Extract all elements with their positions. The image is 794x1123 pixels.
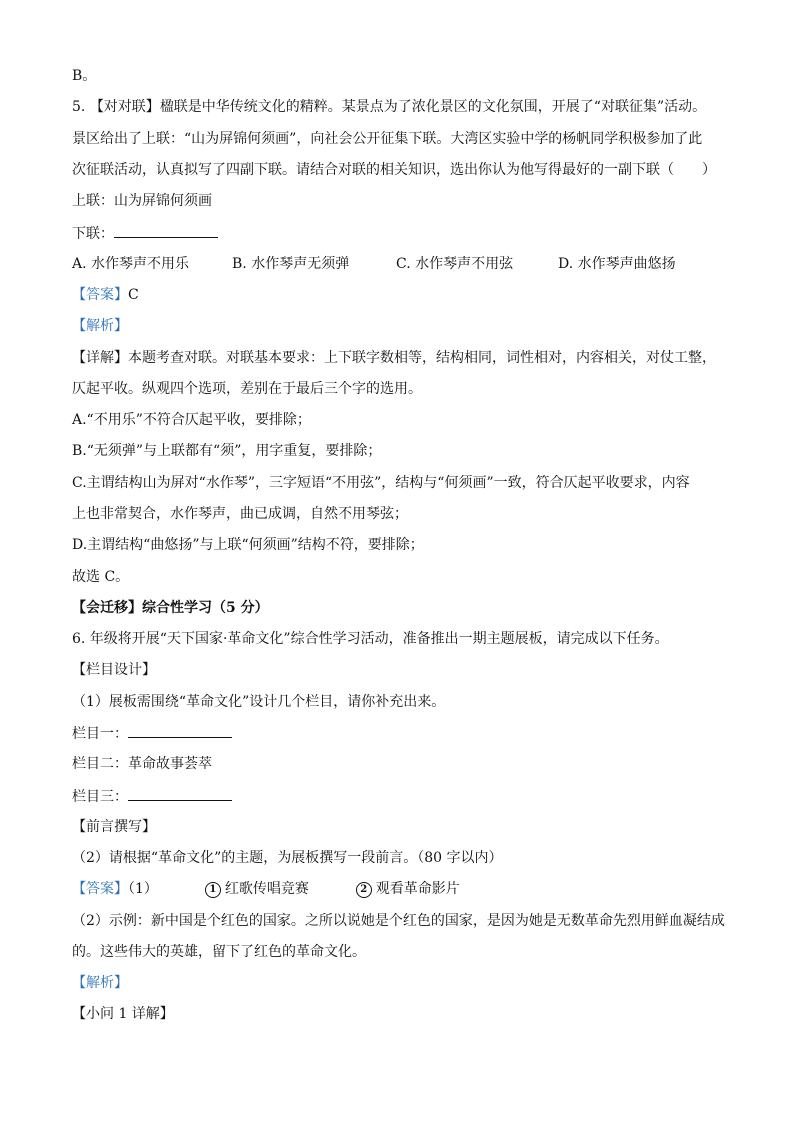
- question-tag: 【对对联】: [89, 99, 160, 115]
- answer-value: C: [128, 287, 139, 303]
- column-1: [72, 723, 232, 744]
- question-text: 楹联是中华传统文化的精粹。某景点为了浓化景区的文化氛围，开展了“对联征集”活动。: [159, 99, 707, 115]
- analysis-option-c-line2: 上也非常契合，水作琴声，曲已成调，自然不用琴弦；: [72, 506, 408, 522]
- question-5-stem-line1: [72, 97, 706, 117]
- option-text: 水作琴声不用乐: [91, 256, 190, 272]
- preface-label: 【前言撰写】: [72, 819, 156, 835]
- option-c: [396, 254, 513, 274]
- circled-number-1: 1: [205, 882, 221, 898]
- analysis-label: 【解析】: [72, 318, 128, 334]
- option-a: [72, 254, 189, 274]
- analysis-option-b: B.“无须弹”与上联都有“须”，用字重复，要排除；: [72, 443, 382, 459]
- option-text: 水作琴声不用弦: [415, 256, 514, 272]
- subquestion-1: （1）展板需围绕“革命文化”设计几个栏目，请你补充出来。: [72, 694, 446, 710]
- section-heading: 【会迁移】综合性学习（5 分）: [72, 600, 269, 616]
- q6-answer-part2-line1: （2）示例：新中国是个红色的国家。之所以说她是个红色的国家，是因为她是无数革命先烈用鲜血凝结成: [72, 913, 725, 929]
- detail-text: 本题考查对联。对联基本要求：上下联字数相等，结构相同，词性相对，内容相关，对仗工整，: [128, 350, 716, 366]
- analysis-option-c-line1: C.主谓结构山为屏对“水作琴”，三字短语“不用弦”，结构与“何须画”一致，符合仄起平收要求，内容: [72, 475, 690, 491]
- option-d: [558, 254, 676, 274]
- answer-item-1: 红歌传唱竞赛: [224, 881, 309, 897]
- analysis-option-d: D.主谓结构“曲悠扬”与上联“何须画”结构不符，要排除；: [72, 537, 424, 553]
- question-5-stem-line2: 景区给出了上联：“山为屏锦何须画”，向社会公开征集下联。大湾区实验中学的杨帆同学积极参加了此: [72, 131, 703, 147]
- column-1-blank: [128, 723, 232, 738]
- analysis-option-a: A.“不用乐”不符合仄起平收，要排除；: [72, 412, 311, 428]
- answer-label: 【答案】: [72, 287, 128, 303]
- subquestion-1-detail-label: 【小问 1 详解】: [72, 1006, 174, 1022]
- answer-label: 【答案】: [72, 881, 128, 897]
- option-text: 水作琴声无须弹: [251, 256, 350, 272]
- column-3: [72, 786, 232, 807]
- question-5-stem-line3: 次征联活动，认真拟写了四副下联。请结合对联的相关知识，选出你认为他写得最好的一副下联（ ）: [72, 162, 716, 178]
- column-design-label: 【栏目设计】: [72, 662, 156, 678]
- lower-couplet-blank: [114, 223, 218, 238]
- circled-number-2: 2: [356, 882, 372, 898]
- answer-item-2: 观看革命影片: [375, 881, 460, 897]
- q6-analysis-label: 【解析】: [72, 975, 128, 991]
- previous-answer-tail: B。: [72, 68, 97, 84]
- upper-couplet: 上联：山为屏锦何须画: [72, 193, 212, 209]
- subquestion-2: （2）请根据“革命文化”的主题，为展板撰写一段前言。（80 字以内）: [72, 850, 503, 866]
- answer-line: [72, 285, 139, 305]
- answer-part1-prefix: （1）: [128, 881, 158, 897]
- option-letter: B.: [232, 256, 247, 272]
- option-letter: D.: [558, 256, 574, 272]
- column-3-blank: [128, 786, 232, 801]
- column-1-label: 栏目一：: [72, 726, 128, 742]
- lower-couplet: [72, 223, 218, 244]
- option-letter: C.: [396, 256, 411, 272]
- option-text: 水作琴声曲悠扬: [577, 256, 676, 272]
- option-letter: A.: [72, 256, 87, 272]
- conclusion: 故选 C。: [72, 569, 130, 585]
- detail-label: 【详解】: [72, 350, 128, 366]
- q6-answer-part1: [72, 879, 460, 899]
- column-3-label: 栏目三：: [72, 789, 128, 805]
- question-number: 5.: [72, 99, 86, 115]
- detail-line2: 仄起平收。纵观四个选项，差别在于最后三个字的选用。: [72, 381, 422, 397]
- column-2: 栏目二：革命故事荟萃: [72, 756, 212, 772]
- detail-line1: [72, 348, 716, 368]
- q6-answer-part2-line2: 的。这些伟大的英雄，留下了红色的革命文化。: [72, 944, 366, 960]
- option-b: [232, 254, 349, 274]
- lower-couplet-label: 下联：: [72, 226, 114, 242]
- question-6-stem: 6. 年级将开展“天下国家·革命文化”综合性学习活动，准备推出一期主题展板，请完成以下任务。: [72, 631, 669, 647]
